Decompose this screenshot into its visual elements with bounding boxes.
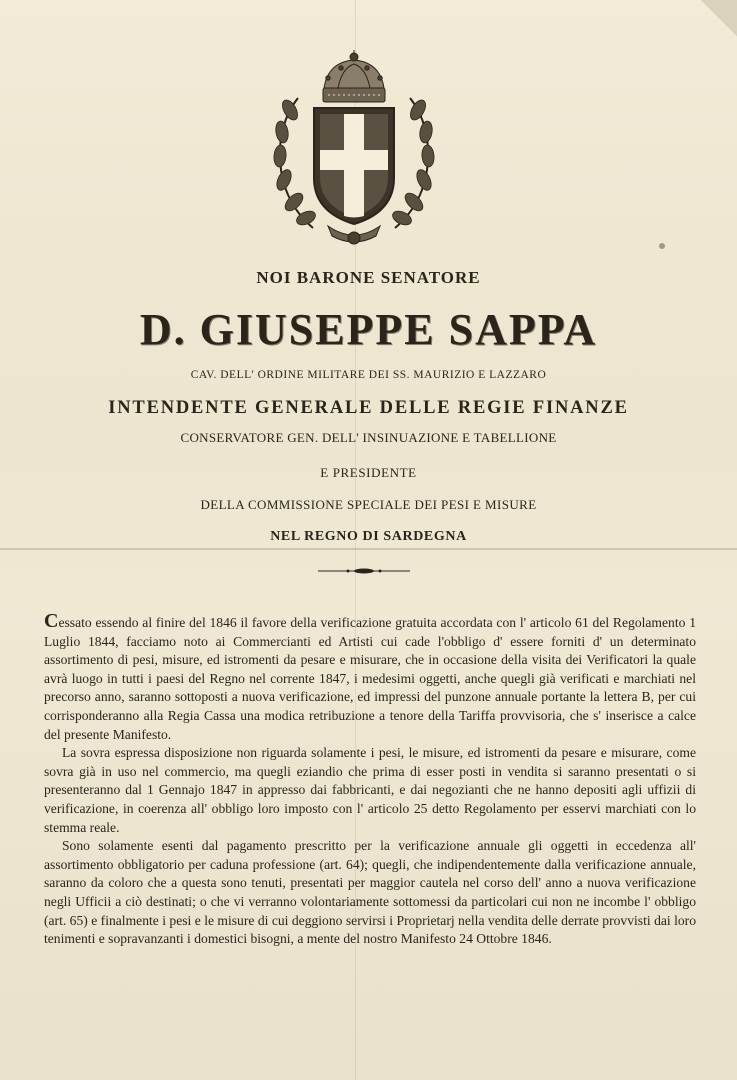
savoy-coat-of-arms-icon [268, 48, 440, 248]
subtitle-intendente: INTENDENTE GENERALE DELLE REGIE FINANZE [108, 398, 629, 418]
subtitle-conservatore: CONSERVATORE GEN. DELL' INSINUAZIONE E TABELLIONE [180, 430, 557, 445]
subtitle-e-presidente: E PRESIDENTE [320, 465, 417, 480]
title-noi-barone-senatore: NOI BARONE SENATORE [256, 268, 481, 287]
subtitle-regno: NEL REGNO DI SARDEGNA [270, 529, 467, 544]
paragraph-1-text: essato essendo al finire del 1846 il favore della verificazione gratuita accordata con l' articolo 61 del Regolamento 1 Luglio 1844, facciamo noto ai Commercianti ed Artisti cui cade l'obbligo d' essere forniti d' un determinato assortimento di pesi, misure, ed istromenti da pesare e misurare, che in occasione della visita dei Verificatori la quale avrà luogo in tutti i paesi del Regno nel corrente 1847, i medesimi oggetti, anche quegli già verificati e marchiati nel precorso anno, saranno sottoposti a nuova verificazione, ed impressi del punzone annuale portante la lettera B, per cui corrisponderanno alla Regia Cassa una modica retribuzione a tenore della Tariffa provvisoria, che s' inserisce a calce del presente Manifesto. [44, 615, 696, 742]
subtitle-commissione: DELLA COMMISSIONE SPECIALE DEI PESI E MISURE [200, 497, 537, 512]
ornamental-divider-icon [318, 568, 410, 574]
paragraph-3: Sono solamente esenti dal pagamento prescritto per la verificazione annuale gli oggetti in eccedenza all' assortimento obbligatorio per caduna professione (art. 64); quegli, che indipendentemente dalla verificazione annuale, saranno da coloro che a questa sono tenuti, presentati per maggior cautela nel corso dell' anno a nuova verificazione negli Ufficii a ciò destinati; o che vi verranno volontariamente sottomessi da particolari cui non ne incombe l' obbligo (art. 65) e finalmente i pesi e le misure di cui deggiono servirsi i Proprietarj nella vendita delle derrate provvisti dai loro tenimenti e sopravanzanti i domestici bisogni, a mente del nostro Manifesto 24 Ottobre 1846. [44, 838, 696, 947]
paper-fold-horizontal [0, 548, 737, 550]
manifesto-body [44, 610, 696, 949]
title-name: D. GIUSEPPE SAPPA [139, 305, 598, 354]
paragraph-2: La sovra espressa disposizione non riguarda solamente i pesi, le misure, ed istromenti da pesare e misurare, come sovra già in uso nel commercio, ma quegli eziandio che prima di esser posti in vendita si saranno presentati o si presenteranno dal 1 Gennajo 1847 in appresso dai fabbricanti, e dai negozianti che ne hanno depositi agli uffizii di verificazione, in coerenza all' obbligo loro imposto con l' articolo 25 detto Regolamento per esservi marchiati con lo stemma reale. [44, 745, 696, 835]
ink-stain [659, 243, 665, 249]
drop-cap: C [44, 610, 59, 632]
paragraph-1 [44, 610, 696, 744]
torn-corner [697, 0, 737, 40]
subtitle-cavaliere: CAV. DELL' ORDINE MILITARE DEI SS. MAURIZIO E LAZZARO [190, 369, 547, 381]
